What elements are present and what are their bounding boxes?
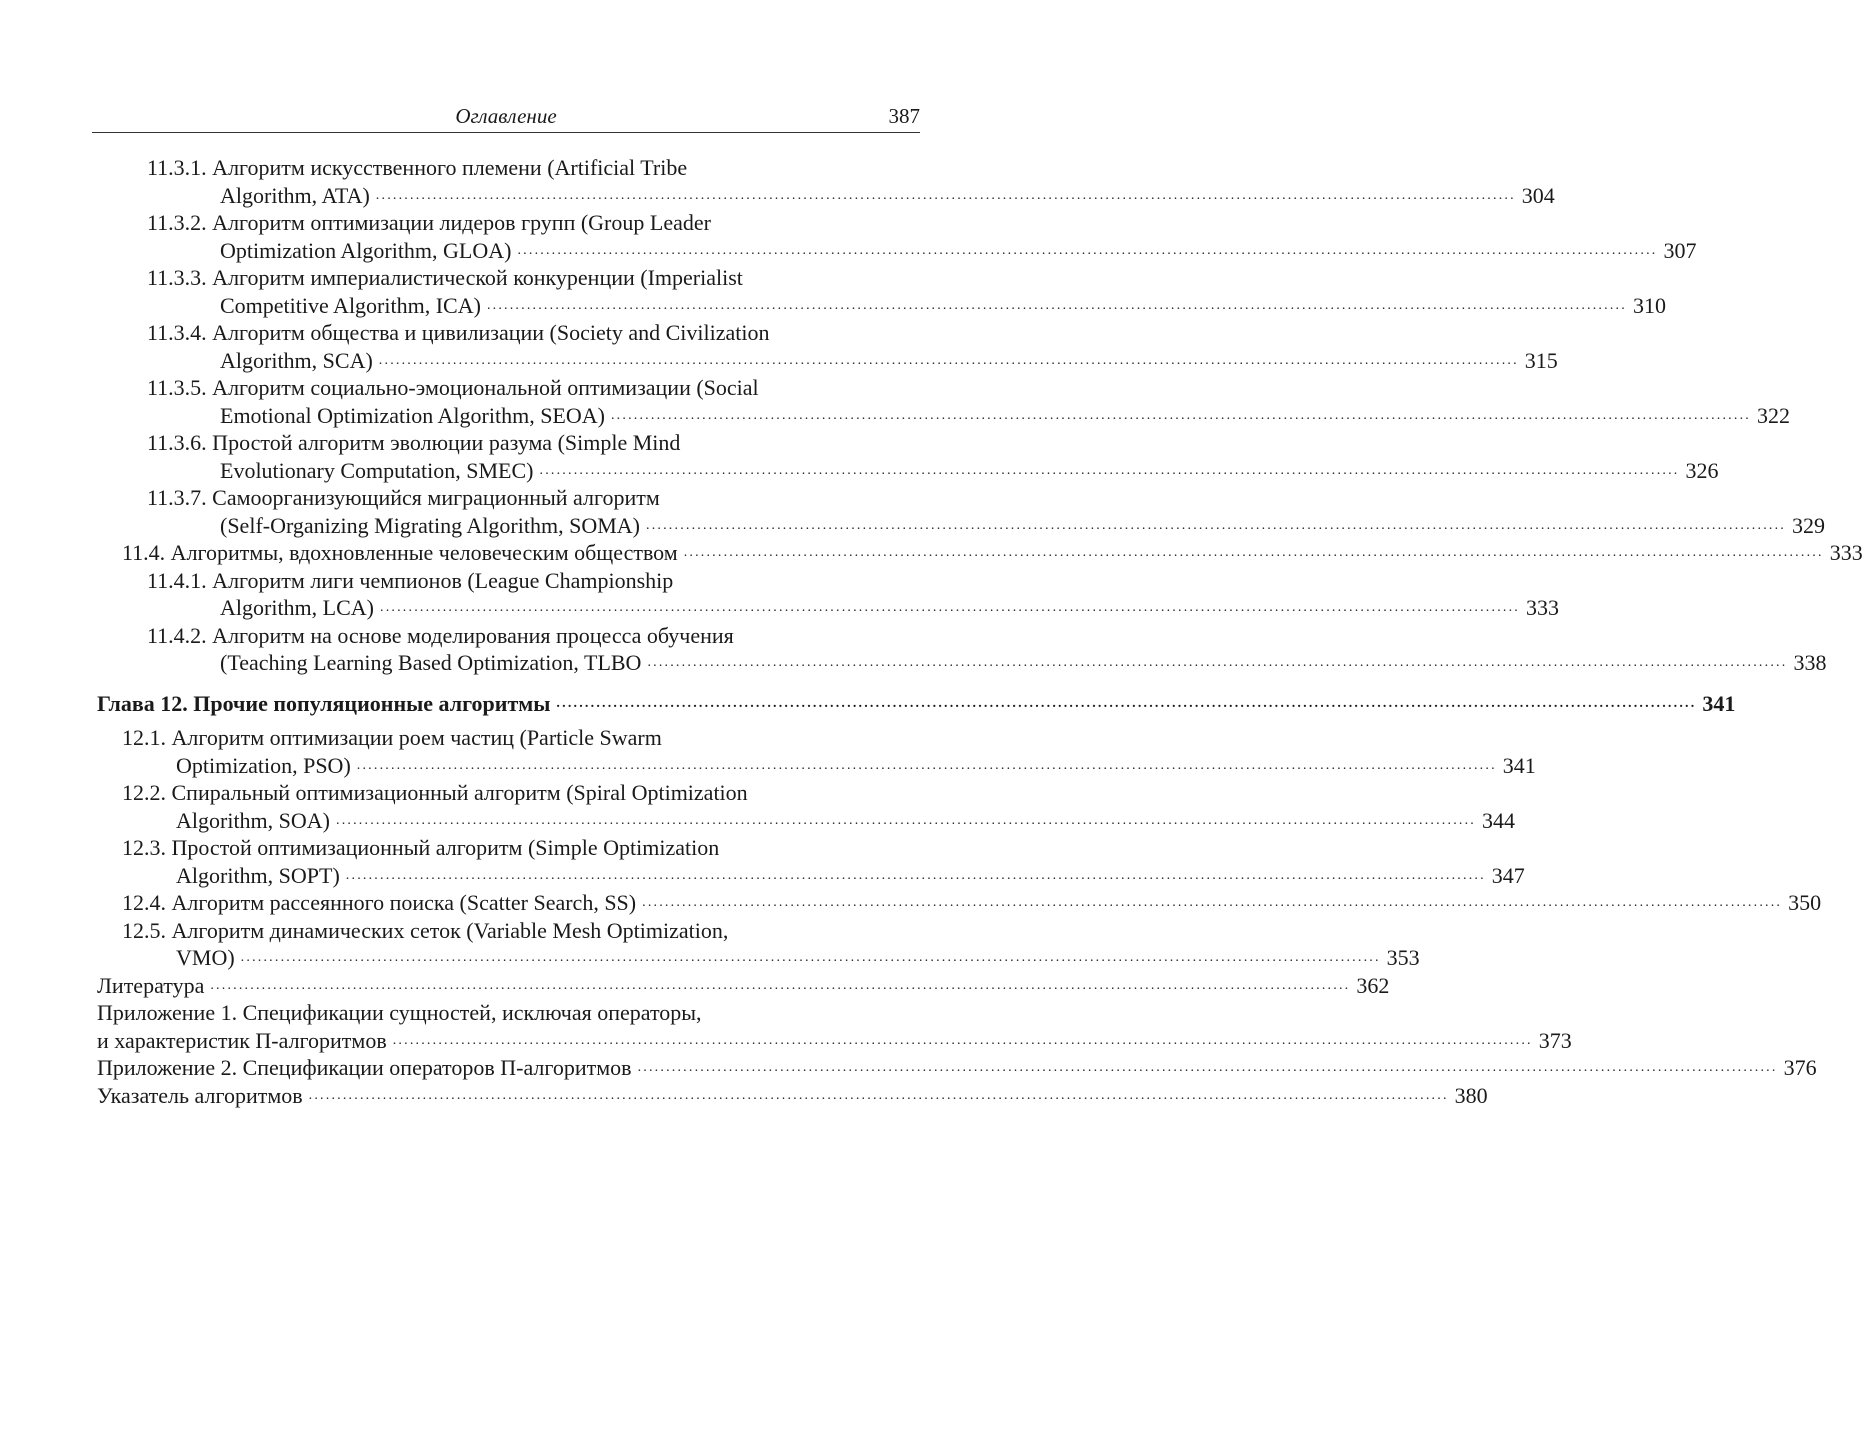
toc-page-number: 341 [1502,752,1536,778]
toc-entry-title: Optimization, PSO) [176,752,351,778]
dot-leader: ........................................................................................................................................................................................................ [646,517,1786,533]
toc-page-number: 376 [1783,1055,1817,1080]
toc-entry-line [0,374,1000,402]
table-of-contents [0,154,1863,1109]
toc-entry[interactable] [0,319,1558,374]
toc-page-number: 322 [1756,402,1790,428]
toc-entry-title: Emotional Optimization Algorithm, SEOA) [220,402,605,428]
dot-leader: ........................................................................................................................................................................................................ [392,1032,1533,1048]
toc-page-number: 326 [1685,457,1719,483]
dot-leader: ........................................................................................................................................................................................................ [308,1087,1449,1103]
toc-page-number: 380 [1454,1082,1488,1108]
toc-entry[interactable] [0,429,1719,484]
toc-entry[interactable] [0,889,1822,917]
toc-entry-title: 11.4. Алгоритмы, вдохновленные человеческим обществом [122,540,678,565]
toc-entry-line [0,889,1822,917]
toc-page-number: 347 [1491,862,1525,888]
toc-entry-line [0,999,1000,1027]
toc-entry-title: 11.3.2. Алгоритм оптимизации лидеров групп (Group Leader [147,210,711,235]
toc-page-number: 333 [1526,595,1559,620]
toc-entry-line [0,724,1000,752]
toc-page-number: 344 [1482,807,1515,833]
toc-entry-title: 11.3.4. Алгоритм общества и цивилизации (Society and Civilization [147,320,770,345]
toc-entry-line [0,182,1555,210]
toc-entry[interactable] [0,539,1863,567]
toc-entry-title: Algorithm, ATA) [220,182,370,208]
toc-entry-title: и характеристик П-алгоритмов [97,1027,387,1053]
toc-entry[interactable] [0,622,1827,677]
toc-entry[interactable] [0,779,1515,834]
toc-entry[interactable] [0,724,1536,779]
toc-page-number: 341 [1702,690,1736,716]
toc-entry[interactable] [0,1082,1488,1110]
toc-entry-line [0,1027,1572,1055]
toc-entry-line [0,539,1863,567]
toc-entry-title: Algorithm, SOPT) [176,862,340,888]
dot-leader: ........................................................................................................................................................................................................ [356,757,1497,773]
toc-entry[interactable] [0,1054,1817,1082]
dot-leader: ........................................................................................................................................................................................................ [336,812,1476,828]
toc-page-number: 353 [1386,945,1420,970]
dot-leader: ........................................................................................................................................................................................................ [539,462,1680,478]
toc-entry-line [0,264,1000,292]
toc-entry[interactable] [0,917,1420,972]
toc-entry[interactable] [0,834,1525,889]
toc-entry-line [0,512,1825,540]
toc-entry-title: (Self-Organizing Migrating Algorithm, SOMA) [220,512,640,538]
dot-leader: ........................................................................................................................................................................................................ [517,242,1658,258]
toc-entry-title: 11.4.1. Алгоритм лиги чемпионов (League Championship [147,567,674,593]
toc-entry-line [0,917,1000,945]
toc-entry-title: Competitive Algorithm, ICA) [220,292,481,318]
toc-entry-title: 12.1. Алгоритм оптимизации роем частиц (Particle Swarm [122,725,662,750]
toc-entry-line [0,292,1666,320]
dot-leader: ........................................................................................................................................................................................................ [375,187,1516,203]
toc-entry[interactable] [0,264,1666,319]
toc-entry-title: 11.4.2. Алгоритм на основе моделирования процесса обучения [147,622,734,648]
toc-entry-line [0,690,1736,718]
dot-leader: ........................................................................................................................................................................................................ [642,895,1783,910]
running-header [92,100,920,133]
toc-entry-title: 11.3.5. Алгоритм социально-эмоциональной оптимизации (Social [147,375,759,400]
toc-page-number: 307 [1663,237,1697,263]
dot-leader: ........................................................................................................................................................................................................ [380,600,1520,615]
toc-page-number: 373 [1538,1027,1572,1053]
dot-leader: ........................................................................................................................................................................................................ [683,545,1824,560]
toc-entry-line [0,237,1697,265]
toc-entry-line [0,457,1719,485]
toc-page-number: 315 [1524,347,1558,373]
toc-page-number: 362 [1356,972,1390,998]
toc-entry-line [0,1054,1817,1082]
dot-leader: ........................................................................................................................................................................................................ [647,655,1788,670]
toc-entry[interactable] [0,567,1559,622]
dot-leader: ........................................................................................................................................................................................................ [345,867,1486,883]
toc-entry-line [0,429,1000,457]
toc-entry-line [0,779,1000,807]
toc-entry-line [0,402,1790,430]
toc-entry-title: Приложение 1. Спецификации сущностей, исключая операторы, [97,1000,702,1025]
toc-entry-line [0,154,1000,182]
toc-entry-line [0,594,1559,622]
toc-entry-title: 11.3.7. Самоорганизующийся миграционный алгоритм [147,485,660,510]
toc-entry-line [0,567,1000,595]
toc-entry-title: Algorithm, SOA) [176,807,330,833]
toc-entry-line [0,834,1000,862]
toc-entry-title: VMO) [176,945,235,970]
toc-entry-title: 11.3.1. Алгоритм искусственного племени (Artificial Tribe [147,155,688,180]
toc-entry-title: Указатель алгоритмов [97,1082,303,1108]
dot-leader: ........................................................................................................................................................................................................ [486,297,1627,313]
toc-entry[interactable] [0,972,1390,1000]
toc-page-number: 310 [1632,292,1666,318]
dot-leader: ........................................................................................................................................................................................................ [556,695,1697,711]
toc-entry-title: 11.3.3. Алгоритм империалистической конкуренции (Imperialist [147,265,743,290]
toc-entry-line [0,862,1525,890]
toc-entry-line [0,649,1827,677]
toc-entry-title: Algorithm, LCA) [220,595,374,620]
toc-page-number: 329 [1792,512,1825,538]
toc-entry-line [0,752,1536,780]
toc-entry[interactable] [0,690,1736,718]
toc-entry-title: 11.3.6. Простой алгоритм эволюции разума (Simple Mind [147,430,681,455]
toc-entry-line [0,944,1420,972]
toc-entry-title: (Teaching Learning Based Optimization, TLBO [220,650,642,675]
toc-entry-title: Приложение 2. Спецификации операторов П-алгоритмов [97,1055,632,1080]
toc-entry-line [0,347,1558,375]
toc-entry[interactable] [0,999,1572,1054]
header-title: Оглавление [455,104,557,128]
toc-entry[interactable] [0,374,1790,429]
toc-entry-title: Глава 12. Прочие популяционные алгоритмы [97,690,551,716]
toc-entry-line [0,1082,1488,1110]
dot-leader: ........................................................................................................................................................................................................ [378,352,1519,368]
toc-entry[interactable] [0,484,1825,539]
toc-entry-title: Optimization Algorithm, GLOA) [220,237,512,263]
toc-entry-title: Evolutionary Computation, SMEC) [220,457,534,483]
toc-entry-line [0,484,1000,512]
toc-entry-title: 12.4. Алгоритм рассеянного поиска (Scatter Search, SS) [122,890,637,915]
page-number: 387 [888,104,920,128]
toc-page-number: 333 [1829,540,1863,565]
toc-entry-line [0,622,1000,650]
toc-entry[interactable] [0,154,1555,209]
toc-entry-title: 12.5. Алгоритм динамических сеток (Variable Mesh Optimization, [122,917,729,943]
dot-leader: ........................................................................................................................................................................................................ [610,407,1751,423]
toc-entry-title: 12.2. Спиральный оптимизационный алгоритм (Spiral Optimization [122,780,748,805]
toc-entry-title: 12.3. Простой оптимизационный алгоритм (Simple Optimization [122,835,720,860]
toc-entry[interactable] [0,209,1697,264]
toc-entry-line [0,319,1000,347]
dot-leader: ........................................................................................................................................................................................................ [210,977,1351,993]
toc-entry-title: Литература [97,972,205,998]
toc-entry-title: Algorithm, SCA) [220,347,373,373]
dot-leader: ........................................................................................................................................................................................................ [637,1060,1778,1075]
toc-entry-line [0,807,1515,835]
toc-page-number: 304 [1521,182,1555,208]
dot-leader: ........................................................................................................................................................................................................ [240,950,1381,965]
toc-page-number: 350 [1788,890,1822,915]
toc-page-number: 338 [1793,650,1827,675]
toc-entry-line [0,972,1390,1000]
toc-entry-line [0,209,1000,237]
